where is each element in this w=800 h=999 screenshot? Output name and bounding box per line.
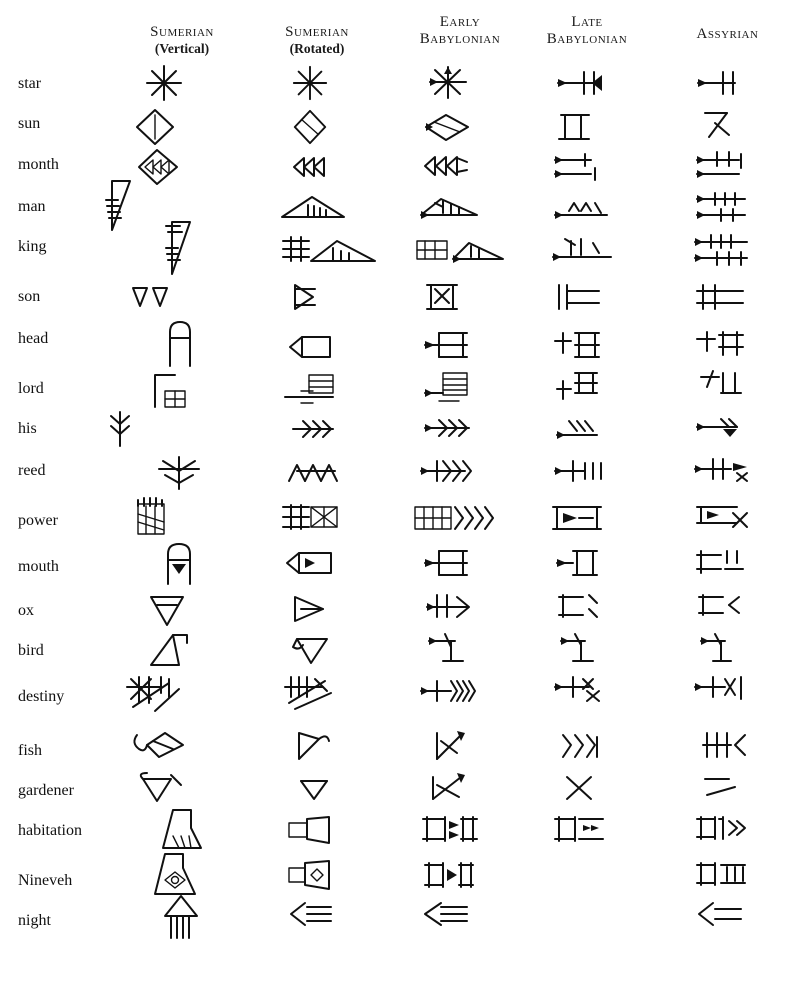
glyph-ox-late-babylonian: [552, 588, 606, 626]
row-label-destiny: destiny: [18, 688, 65, 705]
row-label-sun: sun: [18, 115, 41, 132]
glyph-sun-sumerian-vertical: [130, 106, 180, 148]
glyph-reed-assyrian: [688, 452, 758, 490]
header-line-1: Late: [571, 14, 603, 30]
glyph-power-sumerian-rotated: [276, 498, 344, 538]
glyph-gardener-late-babylonian: [558, 770, 604, 806]
glyph-man-sumerian-rotated: [276, 190, 352, 224]
row-label-man: man: [18, 198, 46, 215]
glyph-bird-assyrian: [694, 628, 746, 668]
glyph-head-assyrian: [690, 326, 752, 364]
row-label-reed: reed: [18, 462, 46, 479]
column-header-late-babylonian: [522, 14, 652, 49]
glyph-night-sumerian-rotated: [284, 896, 340, 932]
glyph-power-early-babylonian: [408, 498, 504, 538]
glyph-star-sumerian-vertical: [142, 62, 186, 104]
header-line-2: Babylonian: [419, 31, 501, 48]
glyph-man-sumerian-vertical: [92, 176, 152, 236]
glyph-month-sumerian-rotated: [288, 148, 334, 186]
glyph-bird-early-babylonian: [422, 628, 474, 668]
glyph-fish-sumerian-vertical: [126, 726, 196, 768]
glyph-son-sumerian-vertical: [126, 278, 188, 316]
glyph-destiny-sumerian-rotated: [278, 670, 344, 716]
column-header-sumerian-rotated: [252, 24, 382, 57]
glyph-star-sumerian-rotated: [288, 62, 332, 104]
glyph-his-sumerian-vertical: [96, 406, 144, 452]
header-line-1: Assyrian: [696, 26, 759, 42]
glyph-destiny-sumerian-vertical: [118, 670, 194, 720]
glyph-habitation-sumerian-vertical: [150, 804, 212, 854]
glyph-gardener-early-babylonian: [422, 768, 478, 806]
glyph-king-late-babylonian: [546, 232, 624, 268]
glyph-habitation-sumerian-rotated: [282, 812, 338, 848]
glyph-ox-sumerian-vertical: [140, 588, 194, 632]
row-label-his: his: [18, 420, 37, 437]
glyph-destiny-assyrian: [688, 670, 754, 712]
glyph-star-late-babylonian: [552, 66, 612, 100]
row-label-gardener: gardener: [18, 782, 74, 799]
glyph-man-early-babylonian: [414, 190, 486, 224]
header-line-1: Sumerian: [285, 24, 349, 40]
glyph-power-late-babylonian: [546, 498, 616, 538]
glyph-star-early-babylonian: [424, 62, 472, 104]
glyph-month-late-babylonian: [548, 148, 610, 186]
row-label-night: night: [18, 912, 51, 929]
row-label-fish: fish: [18, 742, 42, 759]
glyph-man-assyrian: [690, 188, 760, 226]
glyph-power-sumerian-vertical: [120, 492, 180, 542]
row-label-power: power: [18, 512, 58, 529]
glyph-lord-early-babylonian: [418, 366, 476, 408]
glyph-head-sumerian-vertical: [152, 316, 208, 372]
glyph-king-early-babylonian: [410, 232, 510, 268]
glyph-head-sumerian-rotated: [282, 330, 338, 364]
glyph-destiny-early-babylonian: [414, 672, 480, 712]
glyph-man-late-babylonian: [548, 190, 618, 224]
glyph-mouth-sumerian-rotated: [280, 546, 340, 580]
glyph-gardener-assyrian: [696, 770, 748, 806]
glyph-gardener-sumerian-vertical: [130, 768, 192, 808]
glyph-sun-sumerian-rotated: [288, 106, 332, 148]
row-label-king: king: [18, 238, 47, 255]
row-label-month: month: [18, 156, 59, 173]
header-line-1: Sumerian: [150, 24, 214, 40]
glyph-ox-assyrian: [692, 588, 746, 626]
glyph-nineveh-sumerian-rotated: [282, 856, 338, 894]
glyph-mouth-sumerian-vertical: [150, 538, 208, 590]
glyph-habitation-late-babylonian: [548, 810, 614, 848]
glyph-night-sumerian-vertical: [152, 892, 210, 944]
glyph-his-sumerian-rotated: [286, 412, 342, 446]
glyph-reed-sumerian-rotated: [282, 454, 344, 490]
glyph-head-early-babylonian: [418, 326, 474, 364]
glyph-habitation-early-babylonian: [416, 810, 484, 848]
row-label-habitation: habitation: [18, 822, 82, 839]
glyph-mouth-early-babylonian: [418, 544, 476, 582]
row-label-lord: lord: [18, 380, 44, 397]
glyph-reed-early-babylonian: [414, 452, 482, 490]
glyph-head-late-babylonian: [548, 326, 606, 364]
glyph-son-sumerian-rotated: [286, 278, 334, 316]
row-label-mouth: mouth: [18, 558, 59, 575]
glyph-sun-late-babylonian: [552, 108, 604, 146]
glyph-gardener-sumerian-rotated: [292, 772, 336, 806]
glyph-his-assyrian: [690, 410, 750, 446]
row-label-son: son: [18, 288, 41, 305]
glyph-fish-late-babylonian: [554, 728, 610, 766]
glyph-mouth-late-babylonian: [550, 544, 606, 582]
column-header-assyrian: [660, 26, 795, 43]
glyph-son-early-babylonian: [420, 278, 472, 316]
glyph-month-early-babylonian: [418, 146, 474, 186]
glyph-lord-sumerian-vertical: [138, 366, 200, 414]
glyph-sun-early-babylonian: [418, 106, 476, 148]
glyph-lord-assyrian: [694, 366, 748, 408]
header-line-2: (Rotated): [289, 41, 345, 57]
row-label-bird: bird: [18, 642, 44, 659]
row-label-nineveh: Nineveh: [18, 872, 73, 889]
header-line-2: Babylonian: [546, 31, 628, 48]
glyph-son-late-babylonian: [552, 278, 608, 316]
glyph-bird-sumerian-vertical: [140, 628, 196, 672]
glyph-king-sumerian-rotated: [276, 232, 386, 268]
glyph-fish-early-babylonian: [424, 726, 476, 768]
glyph-ox-sumerian-rotated: [286, 590, 334, 628]
glyph-fish-sumerian-rotated: [286, 726, 338, 768]
glyph-star-assyrian: [692, 66, 752, 100]
glyph-fish-assyrian: [694, 726, 750, 766]
glyph-power-assyrian: [690, 498, 756, 538]
row-label-head: head: [18, 330, 49, 347]
glyph-habitation-assyrian: [690, 810, 756, 848]
glyph-reed-sumerian-vertical: [150, 450, 208, 496]
glyph-bird-sumerian-rotated: [286, 630, 336, 670]
row-label-star: star: [18, 75, 42, 92]
glyph-month-assyrian: [690, 146, 756, 186]
glyph-bird-late-babylonian: [554, 628, 606, 668]
glyph-sun-assyrian: [698, 106, 744, 146]
glyph-night-early-babylonian: [418, 896, 476, 932]
glyph-night-assyrian: [692, 896, 750, 932]
header-line-2: (Vertical): [154, 41, 210, 57]
glyph-ox-early-babylonian: [420, 588, 476, 626]
glyph-his-late-babylonian: [550, 410, 606, 446]
glyph-king-assyrian: [688, 230, 762, 270]
glyph-mouth-assyrian: [690, 544, 750, 582]
column-header-early-babylonian: [390, 14, 530, 49]
glyph-nineveh-assyrian: [690, 856, 756, 894]
row-label-ox: ox: [18, 602, 34, 619]
column-header-sumerian-vertical: [112, 24, 252, 57]
column-headers: [0, 0, 800, 58]
glyph-his-early-babylonian: [418, 410, 478, 446]
glyph-lord-late-babylonian: [550, 366, 606, 408]
header-line-1: Early: [439, 14, 481, 30]
glyph-son-assyrian: [690, 278, 754, 316]
glyph-lord-sumerian-rotated: [278, 368, 342, 408]
glyph-king-sumerian-vertical: [150, 216, 212, 280]
glyph-nineveh-early-babylonian: [418, 856, 478, 894]
glyph-destiny-late-babylonian: [548, 670, 612, 712]
glyph-reed-late-babylonian: [548, 452, 610, 490]
